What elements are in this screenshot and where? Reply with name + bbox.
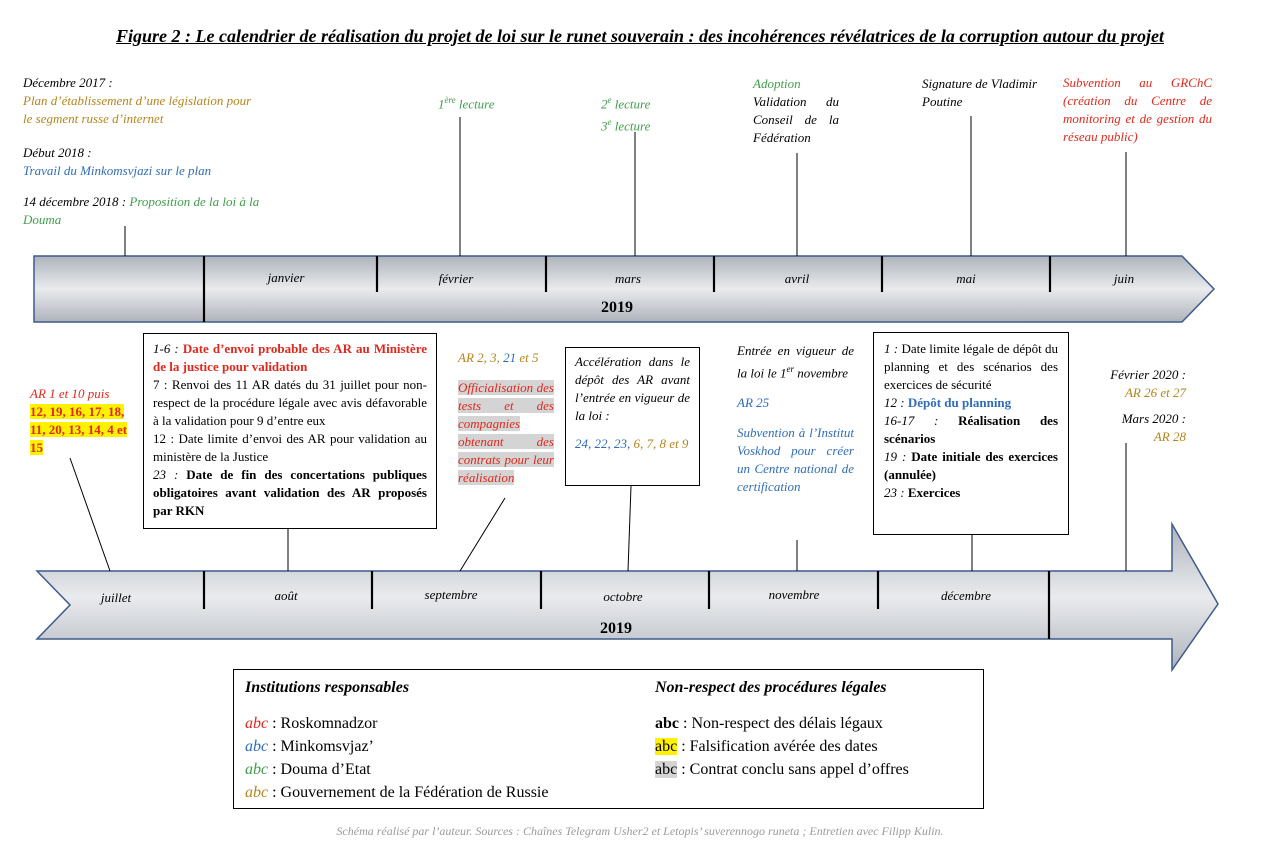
month-label: février (438, 271, 474, 286)
month-label: avril (784, 271, 810, 286)
figure-title: Figure 2 : Le calendrier de réalisation du projet de loi sur le runet souverain : des incohérences révélatrices de la corruption autour du projet (115, 26, 1164, 46)
month-label: mars (614, 271, 641, 286)
event-debut-2018: Début 2018 : Travail du Minkomsvjazi sur le plan (23, 145, 212, 178)
month-label: juillet (100, 590, 132, 605)
month-label: juin (1113, 271, 1135, 286)
year-label: 2019 (601, 299, 633, 316)
box-decembre: 1 : Date limite légale de dépôt du planning et des scénarios des exercices de sécurité 12 : Dépôt du planning 16-17 : Réalisation des scénarios 19 : Date initiale des exercices (annulée) 23 : Exercices (873, 332, 1069, 535)
event-novembre: Entrée en vigueur de la loi le 1er novembre AR 25 Subvention à l’Institut Voskhod pour créer un Centre national de certification (737, 343, 854, 495)
event-second-third-reading: 2e lecture 3e lecture (601, 95, 651, 134)
month-label: novembre (768, 587, 820, 602)
legend-procedures-title: Non-respect des procédures légales (655, 679, 887, 696)
event-first-reading: 1ère lecture (438, 95, 495, 112)
event-septembre: AR 2, 3, 21 et 5 Officialisation des tests et des compagnies obtenant des contrats pour leur réalisation (458, 350, 554, 485)
source-caption: Schéma réalisé par l’auteur. Sources : Chaînes Telegram Usher2 et Letopis’ suverennogo runeta ; Entretien avec Filipp Kulin. (336, 824, 944, 838)
legend-roskomnadzor: abc : Roskomnadzor (245, 715, 378, 732)
legend-institutions-title: Institutions responsables (245, 679, 410, 696)
month-label: septembre (424, 587, 478, 602)
legend-delais: abc : Non-respect des délais légaux (655, 715, 883, 732)
month-label: octobre (603, 589, 643, 604)
legend-box (233, 669, 984, 809)
event-dec-2017: Décembre 2017 : Plan d’établissement d’une législation pour le segment russe d’internet (23, 75, 252, 126)
event-adoption: Adoption Validation du Conseil de la Fédération (753, 76, 839, 145)
event-juillet: AR 1 et 10 puis 12, 19, 16, 17, 18, 11, 20, 13, 14, 4 et 15 (30, 386, 128, 455)
box-aout: 1-6 : Date d’envoi probable des AR au Ministère de la justice pour validation 7 : Renvoi des 11 AR datés du 31 juillet pour non-respect de la procédure légale avec avis défavorable à la validation pour 9 d’entre eux 12 : Date limite d’envoi des AR pour validation au ministère de la Justice 23 : Date de fin des concertations publiques obligatoires avant validation des AR proposés par RKN (143, 333, 437, 529)
box-octobre: Accélération dans le dépôt des AR avant l’entrée en vigueur de la loi : 24, 22, 23, 6, 7, 8 et 9 (565, 347, 700, 486)
event-signature: Signature de Vladimir Poutine (922, 76, 1038, 109)
legend-douma: abc : Douma d’Etat (245, 761, 371, 778)
legend-minkomsvjaz: abc : Minkomsvjaz’ (245, 738, 374, 755)
month-label: août (274, 588, 298, 603)
event-dec-14-2018: 14 décembre 2018 : Proposition de la loi à la Douma (23, 194, 260, 227)
year-label: 2019 (600, 620, 632, 637)
legend-falsification: abc : Falsification avérée des dates (655, 738, 878, 755)
legend-gouvernement: abc : Gouvernement de la Fédération de Russie (245, 784, 549, 801)
event-2020: Février 2020 : AR 26 et 27 Mars 2020 : AR 28 (1110, 367, 1186, 444)
month-label: mai (956, 271, 976, 286)
legend-appel-offres: abc : Contrat conclu sans appel d’offres (655, 761, 909, 778)
month-label: janvier (267, 270, 305, 285)
event-subvention-grchc: Subvention au GRChC (création du Centre de monitoring et de gestion du réseau public) (1063, 75, 1212, 144)
month-label: décembre (940, 588, 992, 603)
